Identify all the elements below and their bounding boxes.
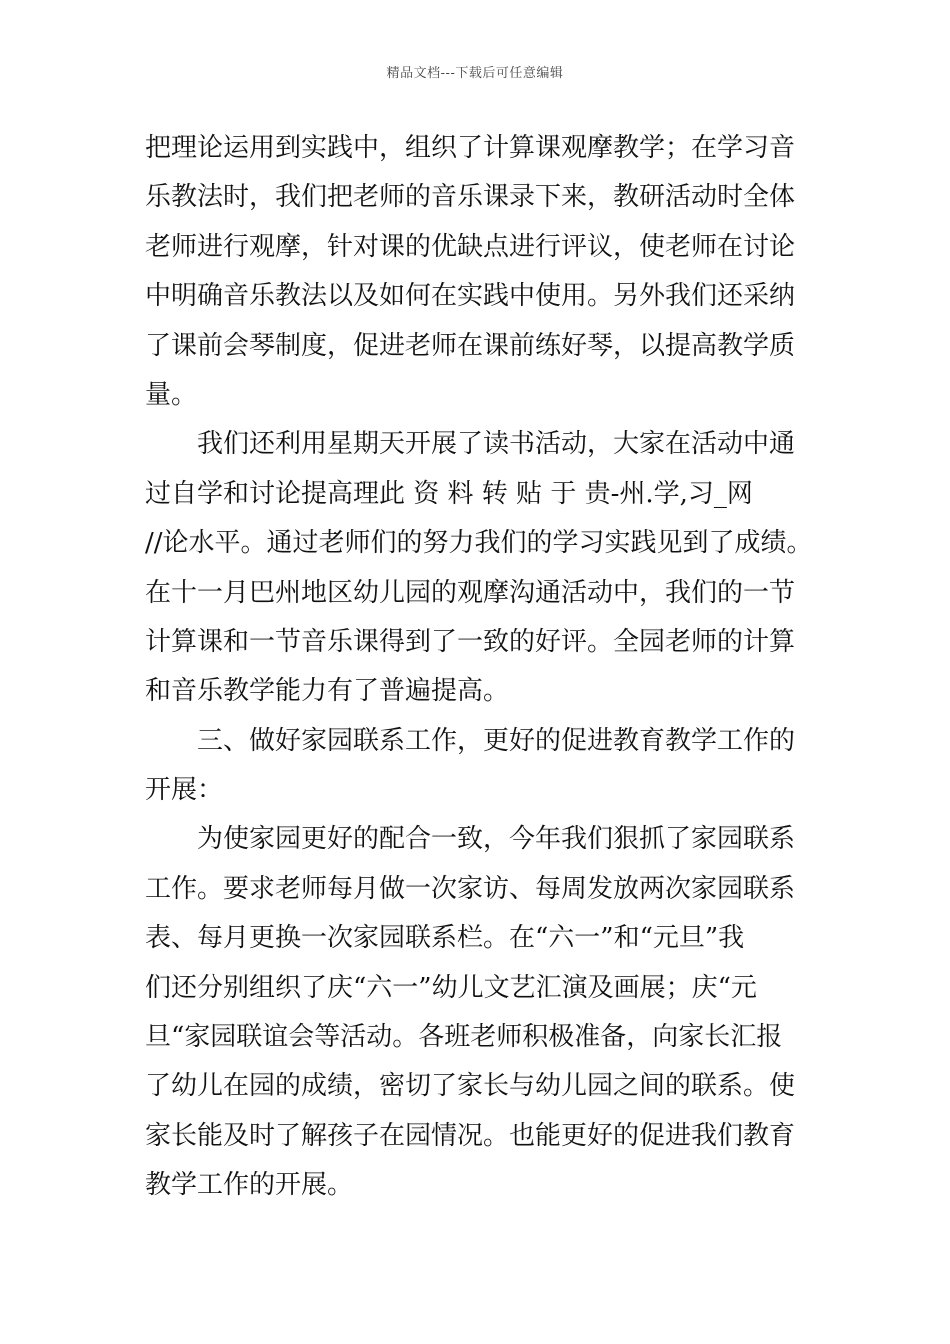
text-line: 老师进行观摩，针对课的优缺点进行评议，使老师在讨论 xyxy=(145,231,796,262)
text-line: 旦“家园联谊会等活动。各班老师积极准备，向家长汇报 xyxy=(145,1022,783,1053)
text-line: //论水平。通过老师们的努力我们的学习实践见到了成绩。 xyxy=(145,528,813,559)
text-line: 家长能及时了解孩子在园情况。也能更好的促进我们教育 xyxy=(145,1120,796,1151)
text-line: 和音乐教学能力有了普遍提高。 xyxy=(145,676,510,707)
text-line: 表、每月更换一次家园联系栏。在“六一”和“元旦”我 xyxy=(145,923,745,954)
text-line: 为使家园更好的配合一致，今年我们狠抓了家园联系 xyxy=(197,824,796,855)
text-line: 三、做好家园联系工作，更好的促进教育教学工作的 xyxy=(197,725,796,756)
text-line: 乐教法时，我们把老师的音乐课录下来，教研活动时全体 xyxy=(145,182,796,213)
page-header: 精品文档---下载后可任意编辑 xyxy=(386,66,564,81)
text-line: 把理论运用到实践中，组织了计算课观摩教学；在学习音 xyxy=(145,133,796,163)
text-line: 们还分别组织了庆“六一”幼儿文艺汇演及画展；庆“元 xyxy=(145,972,757,1003)
text-line: 过自学和讨论提高理此 资 料 转 贴 于 贵-州.学,习_网 xyxy=(145,478,753,509)
text-line: 中明确音乐教法以及如何在实践中使用。另外我们还采纳 xyxy=(145,281,796,312)
body-text xyxy=(145,124,815,1211)
text-line: 教学工作的开展。 xyxy=(145,1170,354,1201)
text-line: 工作。要求老师每月做一次家访、每周发放两次家园联系 xyxy=(145,873,796,904)
text-line: 量。 xyxy=(145,379,198,410)
text-line: 开展： xyxy=(145,775,224,806)
text-line: 在十一月巴州地区幼儿园的观摩沟通活动中，我们的一节 xyxy=(145,577,796,608)
text-line: 了幼儿在园的成绩，密切了家长与幼儿园之间的联系。使 xyxy=(145,1071,796,1102)
text-line: 计算课和一节音乐课得到了一致的好评。全园老师的计算 xyxy=(145,626,796,657)
text-line: 了课前会琴制度，促进老师在课前练好琴，以提高教学质 xyxy=(145,330,796,361)
text-line: 我们还利用星期天开展了读书活动，大家在活动中通 xyxy=(197,429,796,460)
